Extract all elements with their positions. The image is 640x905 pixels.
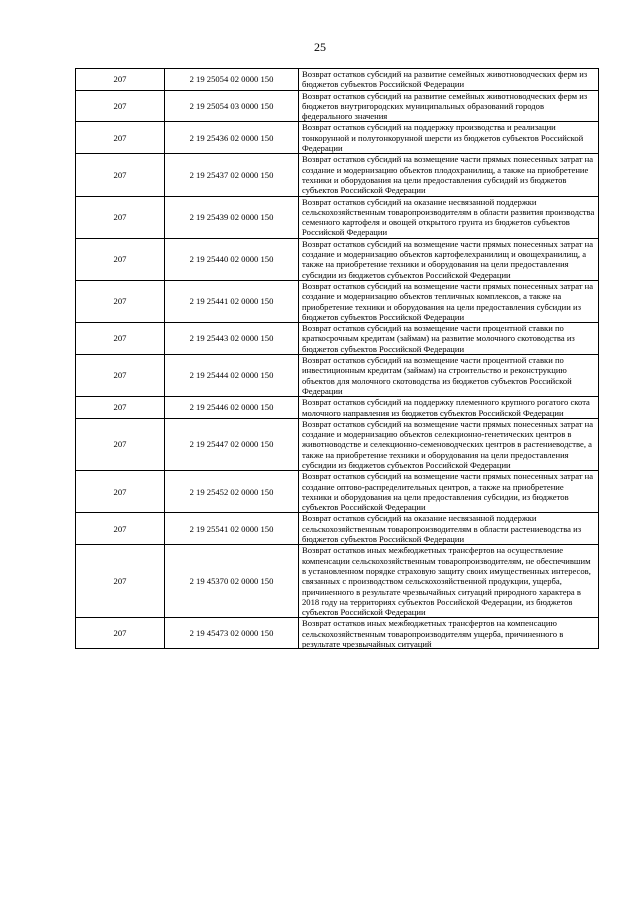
- budget-code: 2 19 25441 02 0000 150: [165, 280, 299, 322]
- budget-code: 2 19 25054 02 0000 150: [165, 69, 299, 91]
- budget-code: 2 19 45473 02 0000 150: [165, 618, 299, 649]
- administrator-code: 207: [76, 471, 165, 513]
- table-row: [76, 618, 599, 649]
- budget-code: 2 19 25436 02 0000 150: [165, 122, 299, 154]
- budget-classification-table: [75, 68, 599, 649]
- administrator-code: 207: [76, 69, 165, 91]
- income-name: Возврат остатков иных межбюджетных трансфертов на осуществление компенсации сельскохозяйственным товаропроизводителям, не обеспечившим в установленном порядке страховую защиту своих имущественных интересов, связанных с производством сельскохозяйственной продукции, ущерба, причиненного в результате чрезвычайных ситуаций природного характера в 2018 году на территориях субъектов Российской Федерации, из бюджетов субъектов Российской Федерации: [299, 545, 599, 618]
- budget-code: 2 19 25444 02 0000 150: [165, 355, 299, 397]
- table-row: [76, 90, 599, 122]
- administrator-code: 207: [76, 90, 165, 122]
- table-row: [76, 471, 599, 513]
- budget-code: 2 19 25452 02 0000 150: [165, 471, 299, 513]
- income-name: Возврат остатков субсидий на возмещение части процентной ставки по краткосрочным кредитам (займам) на развитие молочного скотоводства из бюджетов субъектов Российской Федерации: [299, 323, 599, 355]
- table-row: [76, 154, 599, 196]
- table-row: [76, 122, 599, 154]
- table-row: [76, 397, 599, 419]
- income-name: Возврат остатков субсидий на оказание несвязанной поддержки сельскохозяйственным товаропроизводителям в области развития производства семенного картофеля и овощей открытого грунта из бюджетов субъектов Российской Федерации: [299, 196, 599, 238]
- administrator-code: 207: [76, 513, 165, 545]
- table-row: [76, 355, 599, 397]
- administrator-code: 207: [76, 545, 165, 618]
- table-row: [76, 69, 599, 91]
- administrator-code: 207: [76, 238, 165, 280]
- budget-code: 2 19 25054 03 0000 150: [165, 90, 299, 122]
- table-row: [76, 196, 599, 238]
- income-name: Возврат остатков субсидий на возмещение части процентной ставки по инвестиционным кредитам (займам) на строительство и реконструкцию объектов для молочного скотоводства из бюджетов субъектов Российской Федерации: [299, 355, 599, 397]
- budget-code: 2 19 25443 02 0000 150: [165, 323, 299, 355]
- budget-code: 2 19 45370 02 0000 150: [165, 545, 299, 618]
- table-row: [76, 280, 599, 322]
- table-row: [76, 545, 599, 618]
- income-name: Возврат остатков субсидий на возмещение части прямых понесенных затрат на создание и модернизацию объектов картофелехранилищ и овощехранилищ, а также на приобретение техники и оборудования на цели предоставления субсидии из бюджетов субъектов Российской Федерации: [299, 238, 599, 280]
- income-name-cell: [299, 618, 599, 649]
- income-name: Возврат остатков субсидий на возмещение части прямых понесенных затрат на создание и модернизацию объектов тепличных комплексов, а также на приобретение техники и оборудования на цели предоставления субсидии из бюджетов субъектов Российской Федерации: [299, 280, 599, 322]
- page-number: 25: [314, 40, 326, 54]
- budget-code: 2 19 25440 02 0000 150: [165, 238, 299, 280]
- income-name: Возврат остатков субсидий на возмещение части прямых понесенных затрат на создание и модернизацию объектов плодохранилищ, а также на приобретение техники и оборудования на цели предоставления субсидий из бюджетов субъектов Российской Федерации: [299, 154, 599, 196]
- budget-code: 2 19 25541 02 0000 150: [165, 513, 299, 545]
- table-row: [76, 513, 599, 545]
- income-name: Возврат остатков субсидий на возмещение части прямых понесенных затрат на создание и модернизацию объектов селекционно-генетических центров в животноводстве и селекционно-семеноводческих центров в растениеводстве, а также на приобретение техники и оборудования на цели предоставления субсидии из бюджетов субъектов Российской Федерации: [299, 418, 599, 470]
- budget-code: 2 19 25446 02 0000 150: [165, 397, 299, 419]
- income-name: Возврат остатков субсидий на поддержку племенного крупного рогатого скота молочного направления из бюджетов субъектов Российской Федерации: [299, 397, 599, 419]
- table-row: [76, 238, 599, 280]
- budget-code: 2 19 25447 02 0000 150: [165, 418, 299, 470]
- income-name: Возврат остатков иных межбюджетных трансфертов на компенсацию сельскохозяйственным товаропроизводителям ущерба, причиненного в результате чрезвычайных ситуаций: [302, 618, 564, 649]
- administrator-code: 207: [76, 323, 165, 355]
- budget-code: 2 19 25437 02 0000 150: [165, 154, 299, 196]
- administrator-code: 207: [76, 397, 165, 419]
- income-name: Возврат остатков субсидий на оказание несвязанной поддержки сельскохозяйственным товаропроизводителям в области растениеводства из бюджетов субъектов Российской Федерации: [299, 513, 599, 545]
- income-name: Возврат остатков субсидий на поддержку производства и реализации тонкорунной и полутонкорунной шерсти из бюджетов субъектов Российской Федерации: [299, 122, 599, 154]
- income-name: Возврат остатков субсидий на развитие семейных животноводческих ферм из бюджетов внутригородских муниципальных образований городов федерального значения: [299, 90, 599, 122]
- administrator-code: 207: [76, 280, 165, 322]
- administrator-code: 207: [76, 355, 165, 397]
- administrator-code: 207: [76, 196, 165, 238]
- budget-code: 2 19 25439 02 0000 150: [165, 196, 299, 238]
- table-row: [76, 323, 599, 355]
- administrator-code: 207: [76, 122, 165, 154]
- income-name: Возврат остатков субсидий на развитие семейных животноводческих ферм из бюджетов субъектов Российской Федерации: [299, 69, 599, 91]
- income-name: Возврат остатков субсидий на возмещение части прямых понесенных затрат на создание оптово-распределительных центров, а также на приобретение техники и оборудования на цели предоставления субсидии, из бюджетов субъектов Российской Федерации: [299, 471, 599, 513]
- administrator-code: 207: [76, 154, 165, 196]
- administrator-code: 207: [76, 618, 165, 649]
- administrator-code: 207: [76, 418, 165, 470]
- table-row: [76, 418, 599, 470]
